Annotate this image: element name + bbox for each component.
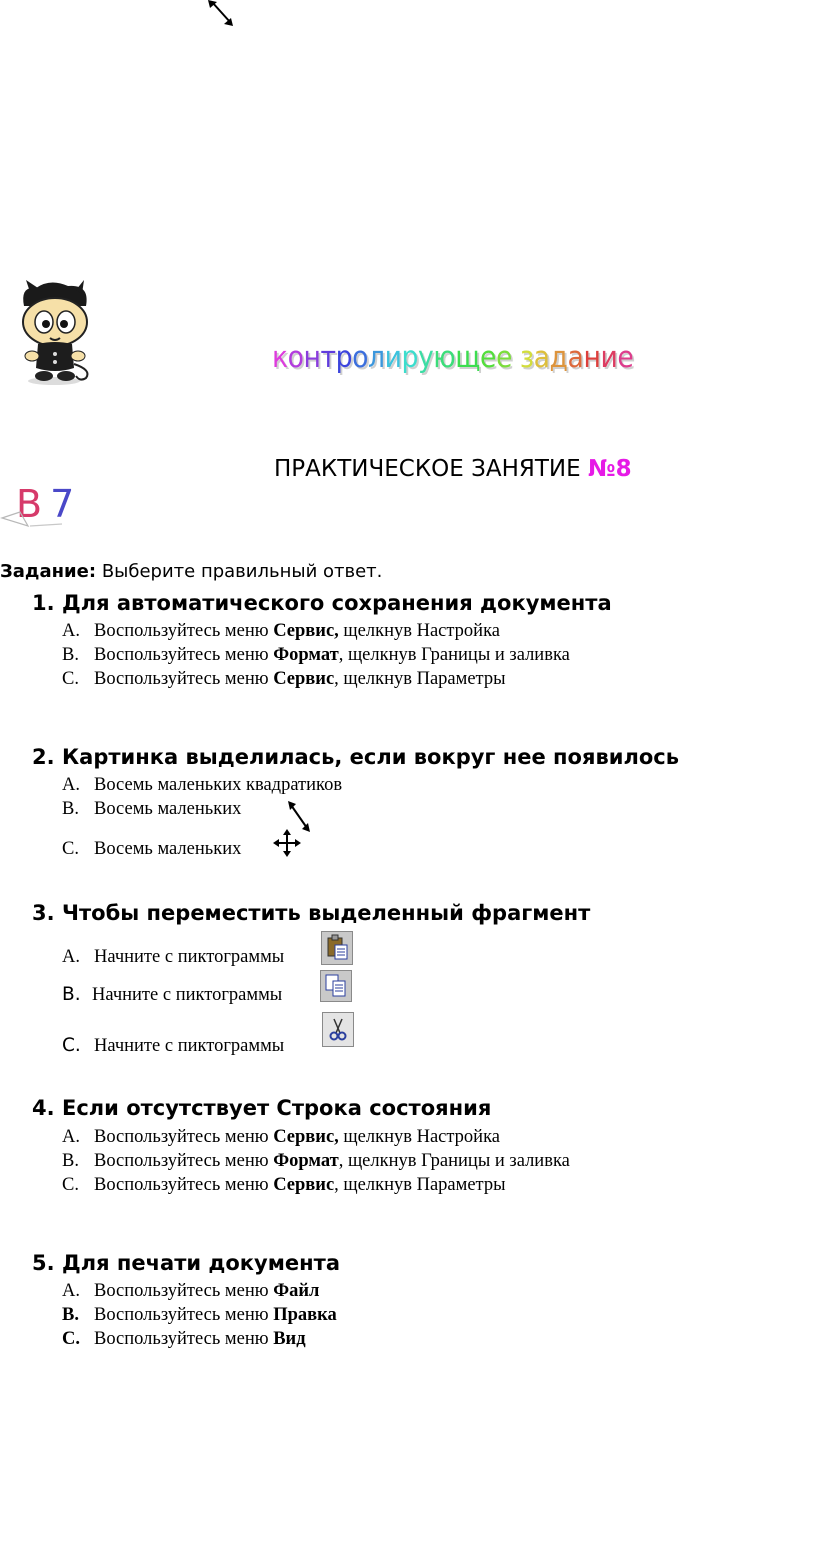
option-text-end: щелкнув Настройка: [338, 621, 501, 641]
option-text: Воспользуйтесь меню: [94, 1151, 274, 1171]
option-text: Воспользуйтесь меню: [94, 621, 274, 641]
option-menu-name: Формат: [273, 645, 339, 665]
option-letter: A.: [62, 1281, 80, 1301]
option-1c: [62, 669, 506, 690]
option-letter: B.: [62, 984, 81, 1005]
variant-shadow-decoration: [0, 510, 70, 530]
option-text: Восемь маленьких квадратиков: [94, 775, 343, 795]
wordart-letter: н: [583, 340, 601, 374]
cartoon-character-image: [10, 278, 98, 386]
copy-icon: [320, 970, 352, 1002]
wordart-letter: а: [533, 340, 550, 374]
option-2a: [62, 775, 342, 796]
option-menu-name: Сервис,: [273, 1127, 339, 1147]
wordart-letter: т: [320, 340, 336, 374]
wordart-text: [272, 340, 633, 374]
cut-scissors-icon: [322, 1012, 354, 1047]
option-text: Воспользуйтесь меню: [94, 1127, 274, 1147]
option-4b: [62, 1151, 570, 1172]
option-letter: A.: [62, 621, 80, 641]
option-3c: [62, 1035, 284, 1057]
variant-number: 7: [50, 482, 75, 526]
wordart-letter: е: [495, 340, 512, 374]
option-4c: [62, 1175, 506, 1196]
wordart-letter: и: [600, 340, 618, 374]
question-5: [32, 1251, 340, 1275]
option-text-end: , щелкнув Параметры: [334, 669, 506, 689]
title-prefix: ПРАКТИЧЕСКОЕ ЗАНЯТИЕ: [274, 456, 581, 482]
wordart-letter: к: [272, 340, 288, 374]
task-instruction: [0, 561, 382, 582]
option-5c: [62, 1329, 306, 1350]
option-letter: C.: [62, 1329, 80, 1349]
page-title: [274, 456, 632, 482]
wordart-letter: д: [549, 340, 568, 374]
option-letter: C.: [62, 669, 79, 689]
option-text: Начните с пиктограммы: [94, 1036, 285, 1056]
option-1b: [62, 645, 570, 666]
paste-icon: [321, 931, 353, 965]
option-letter: A.: [62, 947, 80, 967]
option-menu-name: Вид: [273, 1329, 306, 1349]
question-number: 4.: [32, 1096, 55, 1120]
option-menu-name: Сервис: [273, 1175, 335, 1195]
option-text-end: , щелкнув Границы и заливка: [338, 1151, 570, 1171]
wordart-banner: [272, 340, 633, 374]
option-letter: B.: [62, 1305, 79, 1325]
option-text-end: , щелкнув Параметры: [334, 1175, 506, 1195]
wordart-letter: и: [384, 340, 402, 374]
question-1: [32, 591, 612, 615]
option-text: Восемь маленьких: [94, 799, 242, 819]
option-letter: C.: [62, 839, 79, 859]
option-5a: [62, 1281, 319, 1302]
option-1a: [62, 621, 500, 642]
option-5b: [62, 1305, 337, 1326]
option-menu-name: Правка: [273, 1305, 337, 1325]
option-2c: [62, 839, 241, 860]
wordart-letter: н: [303, 340, 321, 374]
option-menu-name: Файл: [273, 1281, 320, 1301]
option-menu-name: Формат: [273, 1151, 339, 1171]
wordart-letter: е: [617, 340, 634, 374]
task-text: Выберите правильный ответ.: [101, 561, 383, 582]
option-letter: A.: [62, 1127, 80, 1147]
option-text: Начните с пиктограммы: [94, 947, 285, 967]
wordart-letter: е: [479, 340, 496, 374]
question-text: Чтобы переместить выделенный фрагмент: [62, 901, 591, 925]
diagonal-resize-arrow-icon: [206, 0, 236, 28]
option-text: Воспользуйтесь меню: [94, 1281, 274, 1301]
option-letter: B.: [62, 1151, 79, 1171]
option-text: Воспользуйтесь меню: [94, 645, 274, 665]
wordart-letter: з: [519, 340, 534, 374]
option-3b: [62, 984, 282, 1006]
question-text: Для печати документа: [62, 1251, 341, 1275]
wordart-letter: щ: [455, 340, 480, 374]
option-text: Восемь маленьких: [94, 839, 242, 859]
option-text-end: щелкнув Настройка: [338, 1127, 501, 1147]
wordart-letter: а: [567, 340, 584, 374]
option-menu-name: Сервис: [273, 669, 335, 689]
wordart-letter: ю: [433, 340, 456, 374]
question-text: Картинка выделилась, если вокруг нее появилось: [62, 745, 679, 769]
question-number: 3.: [32, 901, 55, 925]
variant-letter: В: [16, 482, 43, 526]
wordart-letter: л: [367, 340, 385, 374]
move-cross-arrow-icon: [273, 829, 301, 857]
option-menu-name: Сервис,: [273, 621, 339, 641]
option-3a: [62, 947, 284, 968]
wordart-letter: у: [417, 340, 434, 374]
option-text: Воспользуйтесь меню: [94, 1329, 274, 1349]
option-text-end: , щелкнув Границы и заливка: [338, 645, 570, 665]
task-label: Задание:: [0, 561, 97, 582]
question-text: Если отсутствует Строка состояния: [62, 1096, 492, 1120]
question-number: 1.: [32, 591, 55, 615]
question-text: Для автоматического сохранения документа: [62, 591, 612, 615]
question-number: 2.: [32, 745, 55, 769]
option-letter: C.: [62, 1175, 79, 1195]
option-letter: A.: [62, 775, 80, 795]
wordart-letter: р: [401, 340, 418, 374]
question-4: [32, 1096, 491, 1120]
option-letter: B.: [62, 799, 79, 819]
wordart-letter: р: [335, 340, 353, 374]
wordart-letter: о: [287, 340, 304, 374]
option-text: Воспользуйтесь меню: [94, 1175, 274, 1195]
title-number: №8: [587, 456, 632, 482]
wordart-letter: о: [352, 340, 368, 374]
question-3: [32, 901, 590, 925]
question-number: 5.: [32, 1251, 55, 1275]
option-letter: C.: [62, 1035, 81, 1056]
option-letter: B.: [62, 645, 79, 665]
option-text: Воспользуйтесь меню: [94, 669, 274, 689]
option-text: Начните с пиктограммы: [92, 985, 283, 1005]
question-2: [32, 745, 679, 769]
option-text: Воспользуйтесь меню: [94, 1305, 274, 1325]
option-2b: [62, 799, 241, 820]
option-4a: [62, 1127, 500, 1148]
